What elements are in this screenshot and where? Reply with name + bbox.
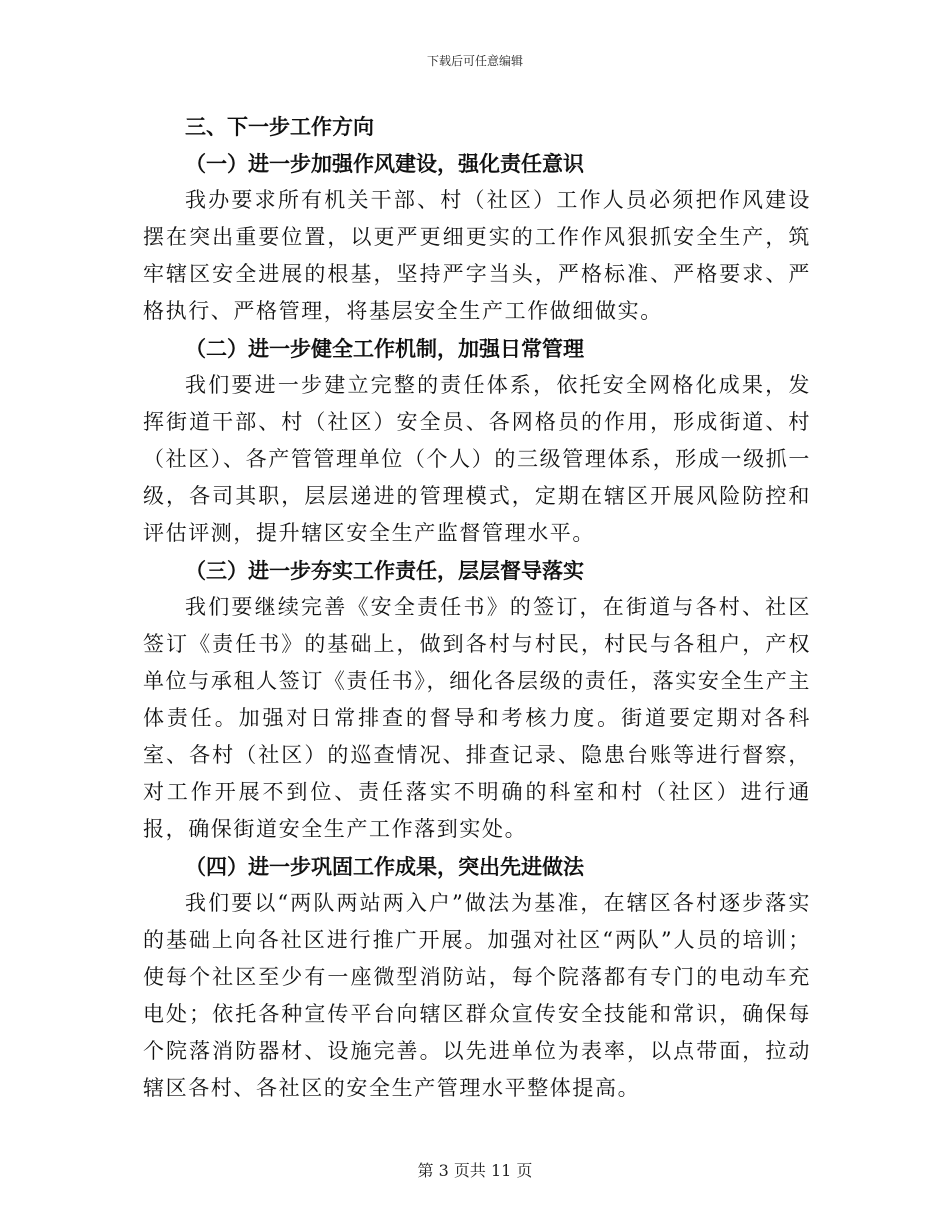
document-body: [143, 108, 811, 1107]
subsection-body-4: 我们要以“两队两站两入户”做法为基准，在辖区各村逐步落实的基础上向各社区进行推广开展。加强对社区“两队”人员的培训；使每个社区至少有一座微型消防站，每个院落都有专门的电动车充电处；依托各种宣传平台向辖区群众宣传安全技能和常识，确保每个院落消防器材、设施完善。以先进单位为表率，以点带面，拉动辖区各村、各社区的安全生产管理水平整体提高。: [143, 891, 811, 1100]
subsection-body-3: 我们要继续完善《安全责任书》的签订，在街道与各村、社区签订《责任书》的基础上，做到各村与村民，村民与各租户，产权单位与承租人签订《责任书》，细化各层级的责任，落实安全生产主体责任。加强对日常排查的督导和考核力度。街道要定期对各科室、各村（社区）的巡查情况、排查记录、隐患台账等进行督察，对工作开展不到位、责任落实不明确的科室和村（社区）进行通报，确保街道安全生产工作落到实处。: [143, 595, 811, 841]
subsection-body-2: 我们要进一步建立完整的责任体系，依托安全网格化成果，发挥街道干部、村（社区）安全员、各网格员的作用，形成街道、村（社区）、各产管管理单位（个人）的三级管理体系，形成一级抓一级，各司其职，层层递进的管理模式，定期在辖区开展风险防控和评估评测，提升辖区安全生产监督管理水平。: [143, 373, 811, 545]
subsection-title-3: （三）进一步夯实工作责任，层层督导落实: [185, 558, 584, 583]
subsection-title-4: （四）进一步巩固工作成果，突出先进做法: [185, 854, 584, 879]
section-title: 三、下一步工作方向: [185, 114, 374, 139]
page-number: 第 3 页共 11 页: [417, 1161, 533, 1180]
page-header: 下载后可任意编辑: [426, 54, 523, 68]
subsection-title-2: （二）进一步健全工作机制，加强日常管理: [185, 336, 584, 361]
subsection-body-1: 我办要求所有机关干部、村（社区）工作人员必须把作风建设摆在突出重要位置，以更严更细更实的工作作风狠抓安全生产，筑牢辖区安全进展的根基，坚持严字当头，严格标准、严格要求、严格执行、严格管理，将基层安全生产工作做细做实。: [143, 188, 811, 323]
subsection-title-1: （一）进一步加强作风建设，强化责任意识: [185, 151, 584, 176]
